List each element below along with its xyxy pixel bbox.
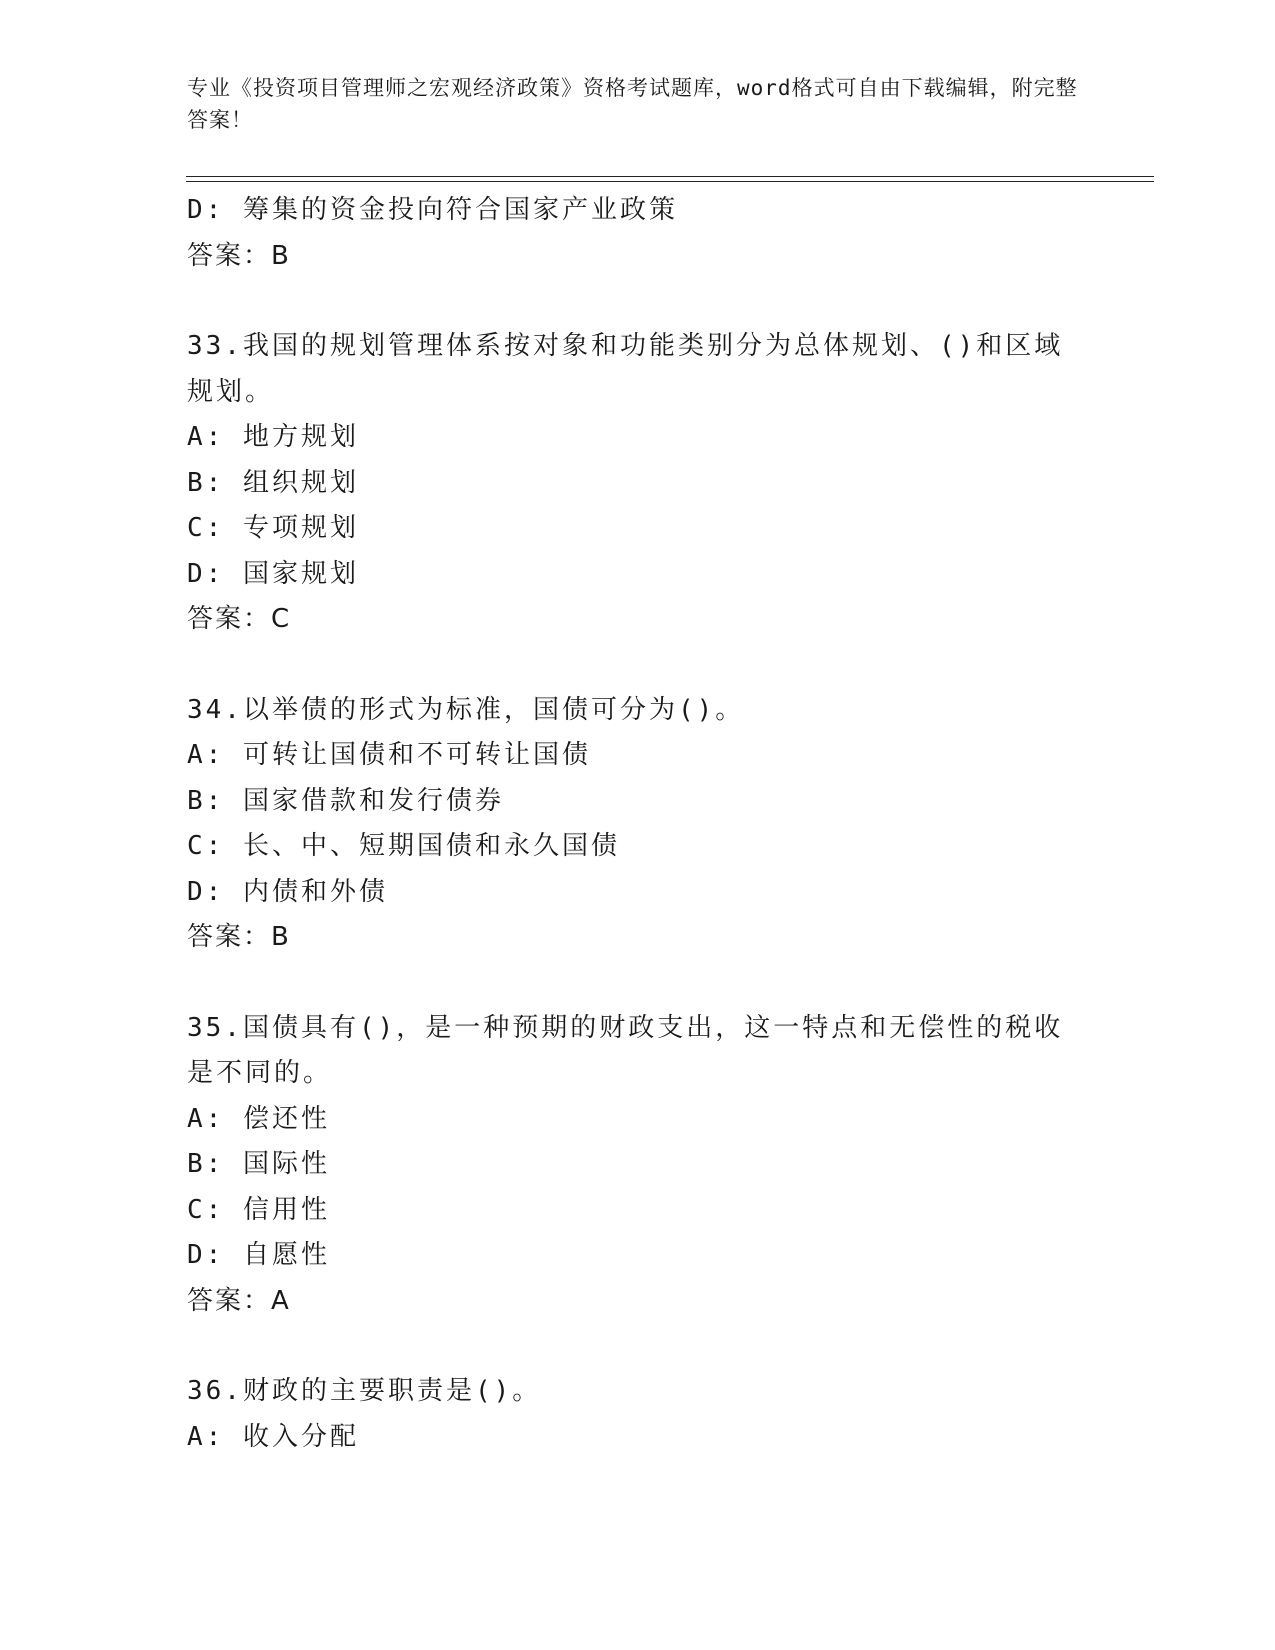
option-d: D: 国家规划 xyxy=(187,558,359,589)
header-rule-bottom xyxy=(186,181,1154,182)
option-b: B: 国际性 xyxy=(187,1149,330,1179)
answer: 答案：A xyxy=(187,1285,291,1316)
option-c: C: 长、中、短期国债和永久国债 xyxy=(187,831,620,861)
question-33 xyxy=(187,324,1087,643)
option-d: D: 自愿性 xyxy=(187,1240,330,1270)
option-c: C: 专项规划 xyxy=(187,513,359,543)
question-stem: 34.以举债的形式为标准，国债可分为()。 xyxy=(187,694,745,725)
option-a: A: 偿还性 xyxy=(187,1103,330,1134)
option-a: A: 可转让国债和不可转让国债 xyxy=(187,740,591,770)
option-b: B: 组织规划 xyxy=(187,467,359,498)
option-b: B: 国家借款和发行债券 xyxy=(187,785,504,816)
option-a: A: 地方规划 xyxy=(187,422,359,452)
option-a: A: 收入分配 xyxy=(187,1421,359,1452)
page-header: 专业《投资项目管理师之宏观经济政策》资格考试题库，word格式可自由下载编辑，附完整答案！ xyxy=(187,76,1078,132)
question-stem: 35.国债具有()，是一种预期的财政支出，这一特点和无偿性的税收是不同的。 xyxy=(187,1012,1064,1088)
question-35 xyxy=(187,1006,1087,1325)
header-rule-top xyxy=(186,176,1154,177)
option-d: D: 内债和外债 xyxy=(187,876,388,907)
question-content xyxy=(187,188,1087,1460)
question-stem: 33.我国的规划管理体系按对象和功能类别分为总体规划、()和区域规划。 xyxy=(187,331,1064,407)
option-d: D: 筹集的资金投向符合国家产业政策 xyxy=(187,195,678,225)
answer: 答案：B xyxy=(187,922,291,952)
question-34 xyxy=(187,688,1087,961)
option-c: C: 信用性 xyxy=(187,1194,330,1225)
question-stem: 36.财政的主要职责是()。 xyxy=(187,1376,542,1406)
question-36 xyxy=(187,1369,1087,1460)
answer: 答案：B xyxy=(187,240,291,271)
answer: 答案：C xyxy=(187,604,292,634)
